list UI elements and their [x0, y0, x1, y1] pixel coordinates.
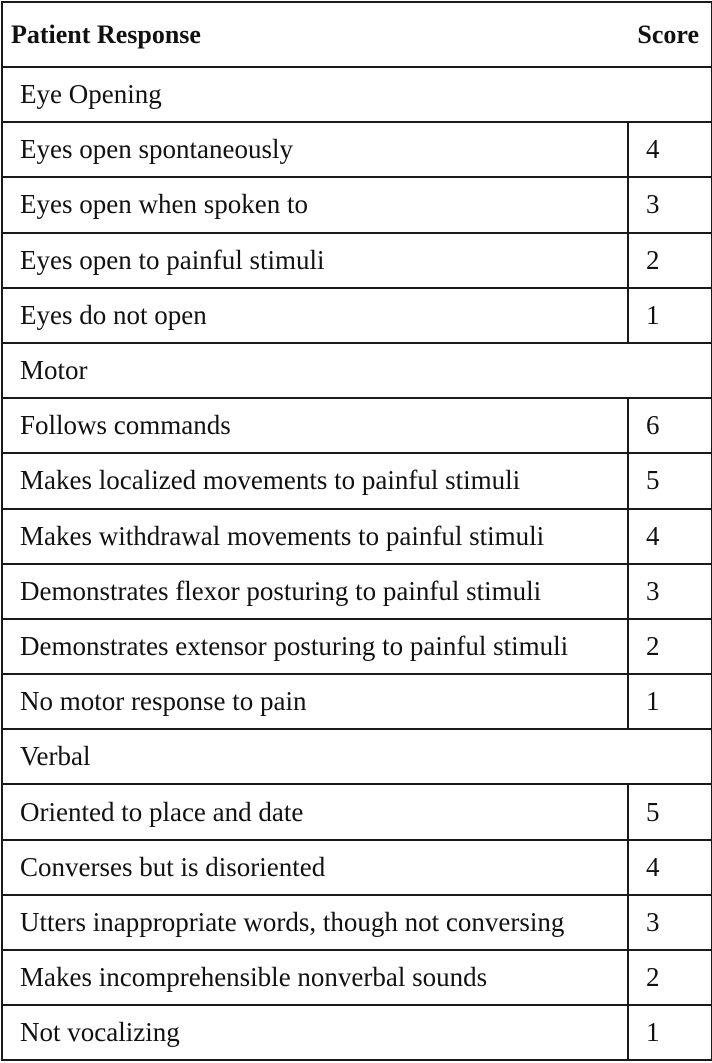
score-cell: 1: [628, 674, 712, 729]
table-row: [2, 840, 712, 895]
section-title: Eye Opening: [2, 67, 712, 122]
response-cell: No motor response to pain: [2, 674, 628, 729]
section-title: Motor: [2, 343, 712, 398]
response-cell: Eyes open to painful stimuli: [2, 233, 628, 288]
table-row: [2, 453, 712, 508]
response-cell: Makes incomprehensible nonverbal sounds: [2, 950, 628, 1005]
table-row: [2, 674, 712, 729]
score-cell: 5: [628, 784, 712, 839]
response-cell: Not vocalizing: [2, 1005, 628, 1060]
header-row: [2, 2, 712, 67]
section-row-verbal: [2, 729, 712, 784]
table-row: [2, 784, 712, 839]
table-body: [2, 2, 712, 1060]
response-cell: Converses but is disoriented: [2, 840, 628, 895]
score-cell: 4: [628, 122, 712, 177]
response-cell: Demonstrates extensor posturing to painful stimuli: [2, 619, 628, 674]
section-row-eye-opening: [2, 67, 712, 122]
score-cell: 3: [628, 895, 712, 950]
table-row: [2, 564, 712, 619]
response-cell: Makes localized movements to painful stimuli: [2, 453, 628, 508]
score-cell: 3: [628, 177, 712, 232]
score-cell: 1: [628, 288, 712, 343]
score-cell: 4: [628, 509, 712, 564]
response-cell: Follows commands: [2, 398, 628, 453]
score-cell: 6: [628, 398, 712, 453]
score-cell: 2: [628, 619, 712, 674]
section-title: Verbal: [2, 729, 712, 784]
table-row: [2, 122, 712, 177]
table-row: [2, 1005, 712, 1060]
response-cell: Demonstrates flexor posturing to painful stimuli: [2, 564, 628, 619]
response-cell: Eyes open when spoken to: [2, 177, 628, 232]
header-score: Score: [628, 2, 712, 67]
score-cell: 5: [628, 453, 712, 508]
score-cell: 2: [628, 233, 712, 288]
table-row: [2, 950, 712, 1005]
response-cell: Eyes open spontaneously: [2, 122, 628, 177]
response-cell: Utters inappropriate words, though not conversing: [2, 895, 628, 950]
table-row: [2, 398, 712, 453]
table-row: [2, 895, 712, 950]
score-cell: 3: [628, 564, 712, 619]
response-cell: Eyes do not open: [2, 288, 628, 343]
score-cell: 4: [628, 840, 712, 895]
table-row: [2, 509, 712, 564]
score-cell: 1: [628, 1005, 712, 1060]
table-row: [2, 177, 712, 232]
response-score-table: [1, 1, 712, 1061]
section-row-motor: [2, 343, 712, 398]
score-cell: 2: [628, 950, 712, 1005]
header-patient-response: Patient Response: [2, 2, 628, 67]
response-cell: Makes withdrawal movements to painful stimuli: [2, 509, 628, 564]
response-cell: Oriented to place and date: [2, 784, 628, 839]
table-row: [2, 233, 712, 288]
table-row: [2, 619, 712, 674]
table-row: [2, 288, 712, 343]
